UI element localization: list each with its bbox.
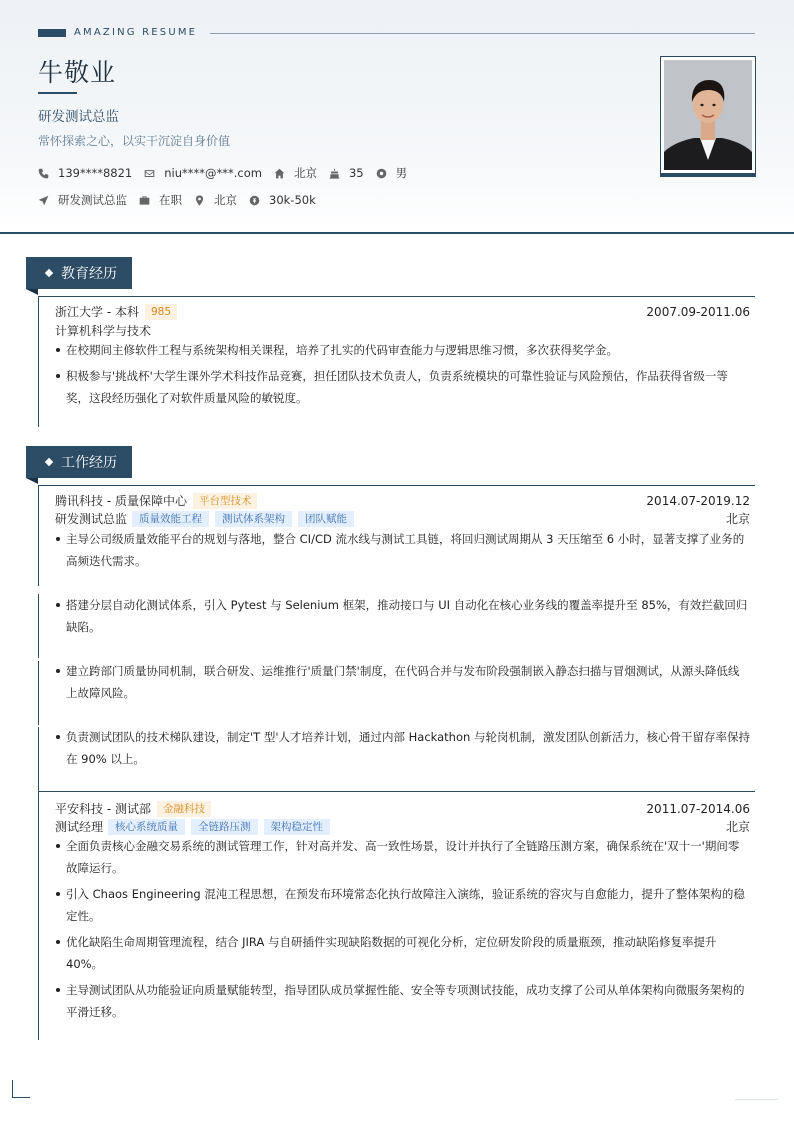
- job-bullet: 引入 Chaos Engineering 混沌工程思想，在预发布环境常态化执行故障注入演练，验证系统的容灾与自愈能力，提升了整体架构的稳定性。: [55, 883, 750, 927]
- brand-text: AMAZING RESUME: [74, 27, 198, 38]
- page-corner-line: [735, 1099, 778, 1100]
- education-timeline-line: [38, 297, 39, 427]
- contact-info-row: [38, 165, 419, 181]
- timeline-segment: [38, 594, 39, 658]
- job-entry-pingan: [38, 791, 755, 1040]
- timeline-segment: [38, 486, 39, 586]
- skill-tag: 架构稳定性: [264, 819, 331, 835]
- photo-frame-accent: [660, 174, 756, 177]
- school-badge: 985: [145, 304, 177, 320]
- education-bullet: 在校期间主修软件工程与系统架构相关课程，培养了扎实的代码审查能力与逻辑思维习惯，多次获得奖学金。: [55, 339, 750, 361]
- job-bullet: 全面负责核心金融交易系统的测试管理工作，针对高并发、高一致性场景，设计并执行了全链路压测方案，确保系统在'双十一'期间零故障运行。: [55, 835, 750, 879]
- education-major-row: [55, 322, 750, 339]
- home-icon: [274, 168, 285, 179]
- age-text: 35: [348, 166, 364, 180]
- age-item: [329, 166, 364, 180]
- candidate-name: 牛敬业: [38, 58, 117, 87]
- job-city: 北京: [725, 512, 750, 526]
- education-heading-text: 教育经历: [61, 266, 117, 282]
- candidate-title: 研发测试总监: [38, 109, 119, 125]
- brand-divider: [210, 33, 755, 34]
- diamond-icon: [45, 458, 53, 466]
- profile-photo-frame: [660, 56, 756, 174]
- ribbon-fold: [26, 478, 38, 484]
- location-icon: [194, 195, 205, 206]
- briefcase-icon: [139, 195, 150, 206]
- education-bullet: 积极参与'挑战杯'大学生课外学术科技作品竞赛，担任团队技术负责人，负责系统模块的可靠性验证与风险预估，作品获得省级一等奖，这段经历强化了对软件质量风险的敏锐度。: [55, 365, 750, 409]
- gender-icon: [376, 168, 387, 179]
- work-heading-text: 工作经历: [61, 455, 117, 471]
- target-position-item: [38, 192, 127, 208]
- education-section-heading: [26, 257, 132, 289]
- send-icon: [38, 195, 49, 206]
- gender-item: [376, 165, 408, 181]
- profile-photo: [664, 60, 752, 170]
- city-item: [274, 165, 317, 181]
- phone-item: [38, 166, 132, 180]
- phone-icon: [38, 168, 49, 179]
- education-period: 2007.09-2011.06: [646, 304, 750, 319]
- target-city-item: [194, 192, 237, 208]
- target-position-text: 研发测试总监: [58, 193, 127, 207]
- skill-tag: 质量效能工程: [132, 511, 209, 527]
- skill-tag: 全链路压测: [191, 819, 258, 835]
- job-role-row: [55, 510, 750, 527]
- skill-tag: 核心系统质量: [108, 819, 185, 835]
- salary-icon: [249, 195, 260, 206]
- employment-status-text: 在职: [159, 193, 182, 207]
- job-role: 研发测试总监: [55, 512, 128, 526]
- employment-status-item: [139, 192, 182, 208]
- timeline-segment: [38, 661, 39, 725]
- ribbon-fold: [26, 289, 38, 295]
- company-name: 平安科技 - 测试部: [55, 802, 151, 816]
- education-header-row: [55, 303, 750, 320]
- email-text: niu****@***.com: [164, 166, 262, 180]
- gender-text: 男: [395, 166, 408, 180]
- company-name: 腾讯科技 - 质量保障中心: [55, 494, 187, 508]
- timeline-line: [38, 792, 39, 1040]
- skill-tag: 团队赋能: [298, 511, 354, 527]
- job-intent-row: [38, 192, 328, 208]
- job-bullet: 主导测试团队从功能验证向质量赋能转型，指导团队成员掌握性能、安全等专项测试技能，成功支撑了公司从单体架构向微服务架构的平滑迁移。: [55, 979, 750, 1023]
- brand-bar: [38, 29, 66, 37]
- work-section-heading: [26, 446, 132, 478]
- cake-icon: [329, 168, 340, 179]
- candidate-motto: 常怀探索之心，以实干沉淀自身价值: [38, 134, 231, 148]
- job-header-row: [55, 800, 750, 817]
- portrait-illustration: [664, 60, 752, 170]
- brand-strip: [38, 27, 197, 38]
- job-bullet: 优化缺陷生命周期管理流程，结合 JIRA 与自研插件实现缺陷数据的可视化分析，定位研发阶段的质量瓶颈，推动缺陷修复率提升 40%。: [55, 931, 750, 975]
- name-underline: [38, 92, 77, 94]
- phone-text: 139****8821: [58, 166, 133, 180]
- target-city-text: 北京: [214, 193, 237, 207]
- email-item: [144, 166, 262, 180]
- city-text: 北京: [293, 166, 317, 180]
- job-bullet: 主导公司级质量效能平台的规划与落地，整合 CI/CD 流水线与测试工具链，将回归测试周期从 3 天压缩至 6 小时，显著支撑了业务的高频迭代需求。: [55, 528, 750, 572]
- job-role-row: [55, 818, 750, 835]
- school-name: 浙江大学 - 本科: [55, 305, 139, 319]
- job-entry-tencent: [38, 485, 755, 791]
- education-entry: [38, 296, 755, 427]
- page-corner-mark: [12, 1080, 30, 1098]
- company-badge: 金融科技: [157, 801, 211, 817]
- job-period: 2014.07-2019.12: [646, 493, 750, 508]
- job-bullet: 搭建分层自动化测试体系，引入 Pytest 与 Selenium 框架，推动接口与 UI 自动化在核心业务线的覆盖率提升至 85%，有效拦截回归缺陷。: [55, 594, 750, 638]
- company-badge: 平台型技术: [193, 493, 258, 509]
- major-name: 计算机科学与技术: [55, 324, 152, 338]
- job-bullet: 负责测试团队的技术梯队建设，制定'T 型'人才培养计划，通过内部 Hackathon 与轮岗机制，激发团队创新活力，核心骨干留存率保持在 90% 以上。: [55, 726, 750, 770]
- job-city: 北京: [725, 820, 750, 834]
- job-header-row: [55, 492, 750, 509]
- salary-text: 30k-50k: [269, 193, 316, 207]
- job-bullet: 建立跨部门质量协同机制，联合研发、运维推行'质量门禁'制度，在代码合并与发布阶段强制嵌入静态扫描与冒烟测试，从源头降低线上故障风险。: [55, 660, 750, 704]
- job-role: 测试经理: [55, 820, 104, 834]
- job-period: 2011.07-2014.06: [646, 801, 750, 816]
- salary-item: [249, 193, 316, 207]
- timeline-segment: [38, 727, 39, 791]
- diamond-icon: [45, 269, 53, 277]
- mail-icon: [144, 168, 155, 179]
- skill-tag: 测试体系架构: [215, 511, 292, 527]
